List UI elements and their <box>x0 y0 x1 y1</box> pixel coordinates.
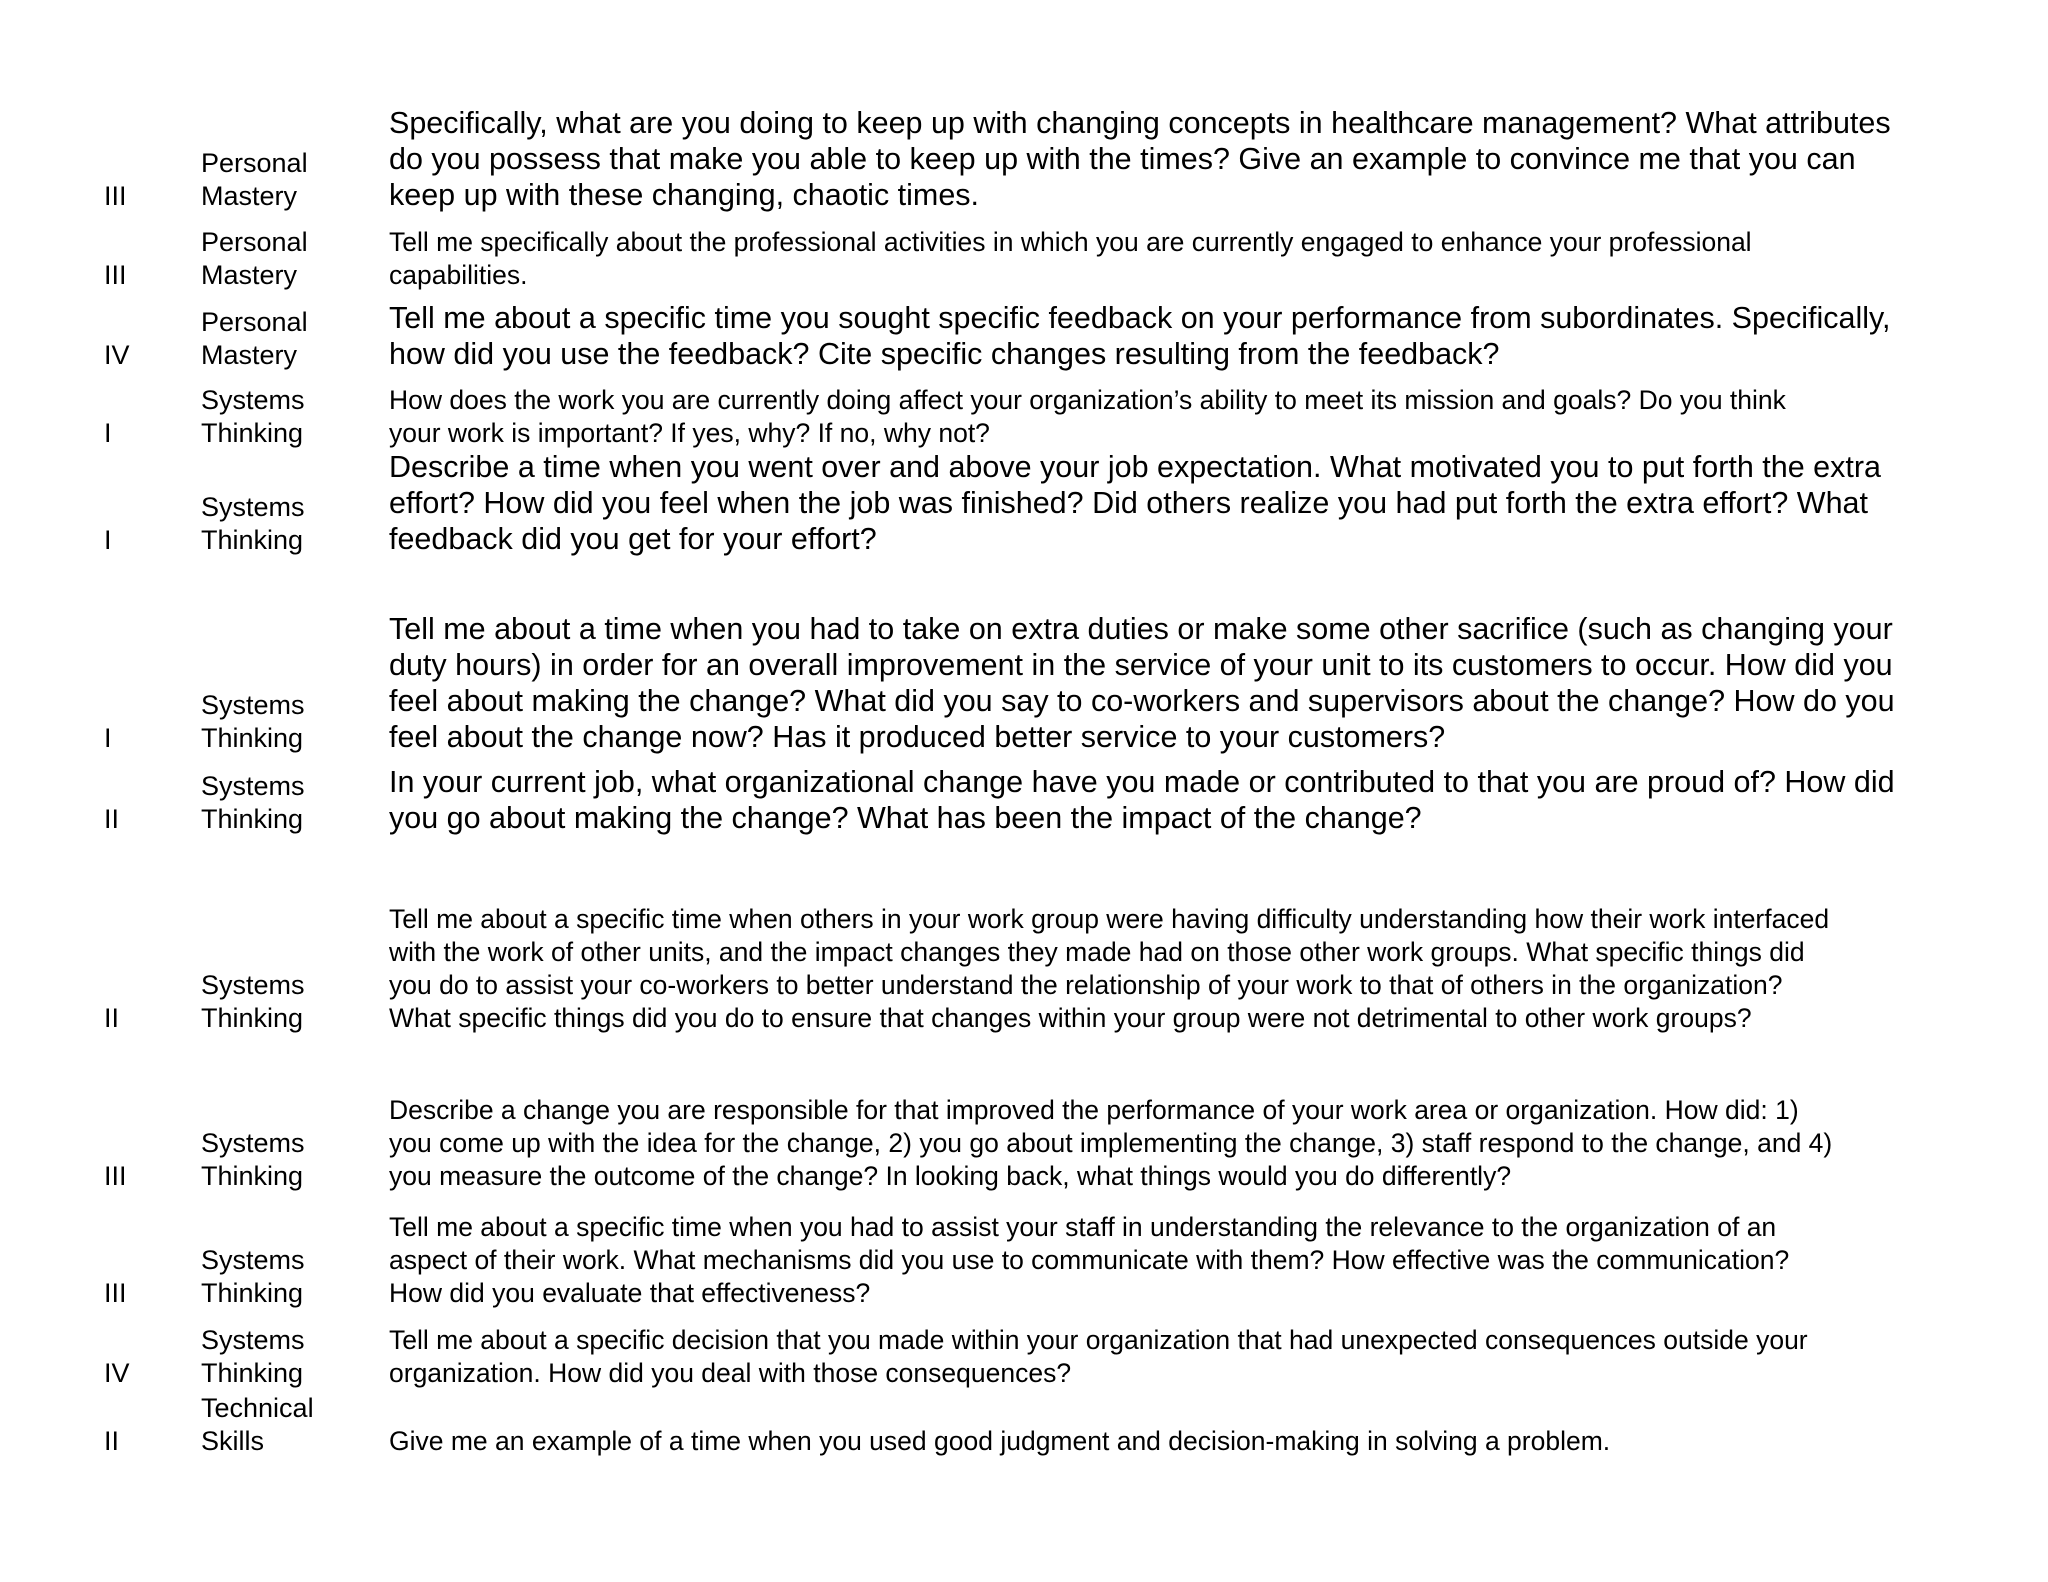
competency-line: Thinking <box>201 1161 304 1191</box>
competency-cell <box>201 1392 386 1458</box>
question-line: keep up with these changing, chaotic times. <box>389 178 980 212</box>
competency-line: Mastery <box>201 260 298 290</box>
question-line: you go about making the change? What has been the impact of the change? <box>389 801 1422 835</box>
competency-line: Thinking <box>201 723 304 753</box>
question-line: Tell me about a specific time when you had to assist your staff in understanding the relevance to the organization of an <box>389 1212 1777 1242</box>
level-cell: IV <box>104 1358 130 1388</box>
question-line: effort? How did you feel when the job was finished? Did others realize you had put forth the extra effort? What <box>389 486 1868 520</box>
level-cell: III <box>104 1278 127 1308</box>
question-line: Tell me specifically about the professional activities in which you are currently engaged to enhance your professional <box>389 227 1752 257</box>
competency-line: Personal <box>201 227 308 257</box>
question-line: you do to assist your co-workers to better understand the relationship of your work to that of others in the organization? <box>389 970 1783 1000</box>
question-line: organization. How did you deal with those consequences? <box>389 1358 1072 1388</box>
competency-line: Skills <box>201 1426 265 1456</box>
question-line: Tell me about a time when you had to take on extra duties or make some other sacrifice (such as changing your <box>389 612 1893 646</box>
question-line: feel about making the change? What did you say to co-workers and supervisors about the change? How do you <box>389 684 1895 718</box>
competency-line: Thinking <box>201 1278 304 1308</box>
competency-line: Mastery <box>201 340 298 370</box>
level-cell: III <box>104 1161 127 1191</box>
question-cell <box>389 1425 1969 1458</box>
question-line: feel about the change now? Has it produced better service to your customers? <box>389 720 1446 754</box>
competency-line: Mastery <box>201 181 298 211</box>
question-line: duty hours) in order for an overall improvement in the service of your unit to its customers to occur. How did you <box>389 648 1893 682</box>
question-line: you come up with the idea for the change, 2) you go about implementing the change, 3) staff respond to the change, and 4) <box>389 1128 1833 1158</box>
question-line: Describe a time when you went over and above your job expectation. What motivated you to put forth the extra <box>389 450 1881 484</box>
competency-line: Thinking <box>201 1358 304 1388</box>
question-line: Describe a change you are responsible for that improved the performance of your work area or organization. How did: 1) <box>389 1095 1799 1125</box>
competency-line: Systems <box>201 690 305 720</box>
question-line: your work is important? If yes, why? If no, why not? <box>389 418 990 448</box>
level-cell: I <box>104 525 112 555</box>
level-cell: IV <box>104 340 130 370</box>
level-cell: II <box>104 804 120 834</box>
question-line: you measure the outcome of the change? In looking back, what things would you do differently? <box>389 1161 1512 1191</box>
question-line: how did you use the feedback? Cite specific changes resulting from the feedback? <box>389 337 1500 371</box>
competency-line: Systems <box>201 970 305 1000</box>
competency-line: Personal <box>201 307 308 337</box>
level-cell: I <box>104 723 112 753</box>
competency-line: Systems <box>201 1128 305 1158</box>
question-line: Give me an example of a time when you used good judgment and decision-making in solving a problem. <box>389 1426 1611 1456</box>
competency-line: Thinking <box>201 804 304 834</box>
level-cell: III <box>104 181 127 211</box>
competency-line: Personal <box>201 148 308 178</box>
competency-line: Thinking <box>201 525 304 555</box>
question-line: How does the work you are currently doing affect your organization’s ability to meet its mission and goals? Do you think <box>389 385 1786 415</box>
competency-line: Systems <box>201 771 305 801</box>
question-line: Tell me about a specific time when others in your work group were having difficulty understanding how their work interfaced <box>389 904 1830 934</box>
level-cell: I <box>104 418 112 448</box>
competency-line: Systems <box>201 1245 305 1275</box>
question-line: Tell me about a specific decision that you made within your organization that had unexpected consequences outside your <box>389 1325 1808 1355</box>
question-line: do you possess that make you able to keep up with the times? Give an example to convince me that you can <box>389 142 1856 176</box>
question-line: What specific things did you do to ensure that changes within your group were not detrimental to other work groups? <box>389 1003 1752 1033</box>
question-line: Tell me about a specific time you sought specific feedback on your performance from subordinates. Specifically, <box>389 301 1891 335</box>
question-line: feedback did you get for your effort? <box>389 522 877 556</box>
question-line: capabilities. <box>389 260 528 290</box>
level-cell: II <box>104 1003 120 1033</box>
competency-line: Technical <box>201 1393 314 1423</box>
competency-line: Thinking <box>201 1003 304 1033</box>
level-cell: II <box>104 1426 120 1456</box>
competency-line: Systems <box>201 492 305 522</box>
question-line: with the work of other units, and the impact changes they made had on those other work groups. What specific things did <box>389 937 1805 967</box>
question-line: How did you evaluate that effectiveness? <box>389 1278 871 1308</box>
competency-line: Thinking <box>201 418 304 448</box>
competency-line: Systems <box>201 1325 305 1355</box>
question-line: aspect of their work. What mechanisms did you use to communicate with them? How effective was the communication? <box>389 1245 1790 1275</box>
level-cell: III <box>104 260 127 290</box>
question-line: Specifically, what are you doing to keep up with changing concepts in healthcare management? What attributes <box>389 106 1891 140</box>
question-line: In your current job, what organizational change have you made or contributed to that you are proud of? How did <box>389 765 1895 799</box>
competency-line: Systems <box>201 385 305 415</box>
